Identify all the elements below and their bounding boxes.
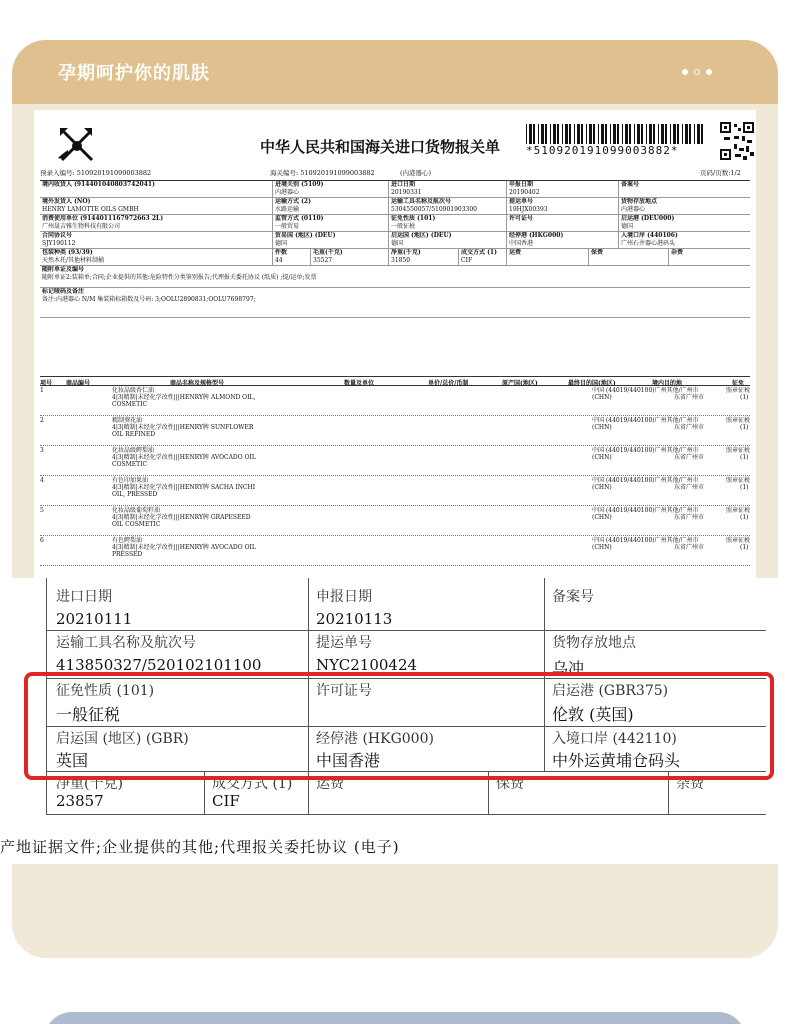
grid-cell: 监管方式 (0110) 一般贸易: [272, 215, 388, 232]
next-card: [44, 1012, 746, 1024]
barcode-bar: [682, 124, 683, 144]
barcode-bar: [637, 124, 640, 144]
field-label: 提运单号: [316, 635, 372, 651]
grid-cell: 经停港 (HKG000) 中国香港: [506, 232, 618, 249]
barcode-bar: [617, 124, 619, 144]
barcode-bar: [629, 124, 631, 144]
barcode-bar: [622, 124, 623, 144]
doc-header-line: [40, 168, 750, 178]
barcode-bar: [670, 124, 671, 144]
grid-cell: 进口日期 20190331: [388, 181, 506, 198]
grid-cell: 随附单证及编号 随附单证2:装箱单;合同;企业提供的其他:危险特性分类鉴别报告;代理报关委托协议 (纸质) ;提/运单;发票: [42, 266, 317, 281]
grid-row: [40, 288, 750, 318]
field-label: 运输工具名称及航次号: [56, 635, 196, 651]
grid-cell: 运费: [506, 249, 588, 266]
field-value: NYC2100424: [316, 656, 418, 674]
dot: [706, 69, 712, 75]
barcode-bar: [550, 124, 551, 144]
grid-cell: 运输工具名称及航次号 5304550057/510901903300: [388, 198, 506, 215]
grid-cell: 杂费: [668, 249, 750, 266]
barcode-bar: [697, 124, 700, 144]
barcode-bar: [601, 124, 604, 144]
field-label: 成交方式 (1): [212, 776, 293, 792]
field-label: 经停港 (HKG000): [316, 731, 434, 747]
field-label: 净重(千克): [56, 776, 123, 792]
grid-cell: 贸易国 (地区) (DEU) 德国: [272, 232, 388, 249]
grid-row: [40, 232, 750, 249]
goods-row: 1 化妆晶级杏仁油 4|3|精制|未经化学改性|||HENRY牌 ALMOND OIL, COSMETIC 中国 (44019/440100)广州其他/广州市 (CHN) 东省广州市 照章征税 (1): [40, 386, 750, 416]
barcode-bar: [574, 124, 575, 144]
grid-cell: 征免性质 (101) 一般征税: [388, 215, 506, 232]
grid-cell: 备案号: [618, 181, 750, 198]
customs-port: (内港器心): [400, 169, 432, 177]
grid-cell: 净重(千克) 31850: [388, 249, 458, 266]
field-label: 入境口岸 (442110): [552, 731, 677, 747]
barcode-bar: [610, 124, 611, 144]
card-title: 孕期呵护你的肌肤: [58, 63, 210, 84]
barcode-bar: [653, 124, 655, 144]
barcode-bar: [577, 124, 580, 144]
grid-cell: 件数 44: [272, 249, 310, 266]
grid-cell: 入境口岸 (440106) 广州石井器心港码头: [618, 232, 750, 249]
dot: [694, 69, 700, 75]
grid-cell: 进境关别 (5109) 内港器心: [272, 181, 388, 198]
field-label: 运费: [316, 776, 344, 792]
barcode-bar: [593, 124, 595, 144]
grid-row: [40, 266, 750, 288]
barcode-bar: [646, 124, 647, 144]
customs-declaration-image: [34, 110, 756, 620]
field-value: 一般征税: [56, 705, 121, 724]
barcode-bar: [565, 124, 568, 144]
goods-row: 6 有色鳄梨油 4|3|精制|未经化学改性|||HENRY牌 AVOCADO OIL PRESSED 中国 (44019/440100)广州其他/广州市 (CHN) 东省广州市 照章征税 (1): [40, 536, 750, 566]
field-value: 英国: [56, 751, 89, 770]
barcode-bar: [538, 124, 539, 144]
field-value: CIF: [212, 792, 240, 810]
barcode-bar: [634, 124, 635, 144]
barcode-bar: [689, 124, 691, 144]
field-value: 乌冲: [552, 659, 585, 678]
pagination-dots: [682, 69, 712, 75]
document-title: 中华人民共和国海关进口货物报关单: [260, 138, 501, 156]
goods-row: 3 化妆晶级鳄梨油 4|3|精制|未经化学改性|||HENRY牌 AVOCADO OIL COSMETIC 中国 (44019/440100)广州其他/广州市 (CHN) 东省广州市 照章征税 (1): [40, 446, 750, 476]
barcode-bar: [649, 124, 652, 144]
grid-cell: 提运单号 19HJX00393: [506, 198, 618, 215]
goods-row: 4 有色印加果油 4|3|精制|未经化学改性|||HENRY牌 SACHA INCHI OIL, PRESSED 中国 (44019/440100)广州其他/广州市 (CHN) 东省广州市 照章征税 (1): [40, 476, 750, 506]
barcode-bar: [665, 124, 667, 144]
barcode-bar: [605, 124, 607, 144]
card-header: [12, 40, 778, 104]
grid-cell: 境内收货人 (914401040803742041): [42, 181, 155, 188]
barcode-bar: [553, 124, 556, 144]
barcode-bar: [545, 124, 547, 144]
declaration-grid: [40, 180, 750, 318]
field-label: 许可证号: [316, 683, 372, 699]
grid-cell: 货物存放地点 内港器心: [618, 198, 750, 215]
grid-row: [40, 181, 750, 198]
field-label: 货物存放地点: [552, 635, 636, 651]
barcode-bar: [641, 124, 643, 144]
goods-row: 2 精制葵花油 4|3|精制|未经化学改性|||HENRY牌 SUNFLOWER OIL REFINED 中国 (44019/440100)广州其他/广州市 (CHN) 东省广州市 照章征税 (1): [40, 416, 750, 446]
field-label: 杂费: [676, 776, 704, 792]
grid-cell: 成交方式 (1) CIF: [458, 249, 506, 266]
customs-emblem-icon: [54, 124, 100, 166]
dot-active: [682, 69, 688, 75]
barcode-bar: [533, 124, 535, 144]
grid-cell: 申报日期 20190402: [506, 181, 618, 198]
grid-cell: 运输方式 (2) 水路运输: [272, 198, 388, 215]
grid-row: [40, 249, 750, 266]
barcode-bar: [661, 124, 664, 144]
field-value: 20210111: [56, 610, 133, 628]
field-label: 备案号: [552, 589, 594, 605]
barcode-bar: [694, 124, 695, 144]
grid-cell: 保费: [588, 249, 668, 266]
field-label: 申报日期: [316, 589, 372, 605]
barcode-bar: [589, 124, 592, 144]
barcode-bar: [677, 124, 679, 144]
grid-cell: 包装种类 (93/39) 天然木托/其他材料制桶: [42, 249, 105, 264]
barcode-bar: [581, 124, 583, 144]
barcode-bar: [598, 124, 599, 144]
grid-cell: 启运国 (地区) (DEU) 德国: [388, 232, 506, 249]
grid-cell: 许可证号: [506, 215, 618, 232]
qr-code-icon: [720, 122, 754, 160]
field-value: 413850327/520102101100: [56, 656, 262, 674]
grid-cell: 境外发货人 (NO) HENRY LAMOTTE OILS GMBH: [42, 198, 139, 213]
barcode-bar: [685, 124, 688, 144]
field-value: 20210113: [316, 610, 393, 628]
barcode-bar: [529, 124, 532, 144]
page-count: 页码/页数:1/2: [700, 169, 741, 177]
grid-cell: 标记唛码及备注 备注:内港器心 N/M 集装箱标箱数及号码: 3;OOLU2890831;OOLU7698797;: [42, 288, 256, 303]
goods-table: [40, 376, 750, 566]
goods-header: 项号 商品编号 商品名称及规格型号 数量及单位 单价/总价/币制 原产国(地区) 最终目的国(地区) 境内目的地 征免: [40, 376, 750, 386]
field-value: 中外运黄埔仓码头: [552, 751, 681, 770]
field-label: 进口日期: [56, 589, 112, 605]
barcode-bar: [701, 124, 703, 144]
field-value: 中国香港: [316, 751, 381, 770]
field-label: 保费: [496, 776, 524, 792]
pre-entry-number: 预录入编号: 510920191099003882: [40, 169, 152, 177]
grid-cell: 启运港 (DEU000) 德国: [618, 215, 750, 232]
grid-cell: 消费使用单位 (9144011167972663 2L) 广州晟吉雅生物科技有限公司: [42, 215, 164, 230]
field-label: 征免性质 (101): [56, 683, 155, 699]
zoomed-document-detail: [0, 578, 790, 864]
goods-row: 5 化妆晶级葡萄籽油 4|3|精制|未经化学改性|||HENRY牌 GRAPESEED OIL COSMETIC 中国 (44019/440100)广州其他/广州市 (CHN) 东省广州市 照章征税 (1): [40, 506, 750, 536]
customs-number: 海关编号: 510920191099003882: [270, 169, 375, 177]
documents-note: 产地证据文件;企业提供的其他;代理报关委托协议 (电子): [0, 838, 400, 856]
field-value: 伦敦 (英国): [552, 705, 634, 724]
grid-row: [40, 215, 750, 232]
barcode-bar: [625, 124, 628, 144]
field-label: 启运国 (地区) (GBR): [56, 731, 189, 747]
field-value: 23857: [56, 792, 104, 810]
barcode-bar: [562, 124, 563, 144]
barcode-bar: [569, 124, 571, 144]
divider: [46, 814, 766, 815]
barcode-number: *510920191099003882*: [526, 144, 679, 157]
barcode-bar: [586, 124, 587, 144]
divider: [46, 630, 766, 631]
grid-cell: 毛重(千克) 35527: [310, 249, 388, 266]
barcode-bar: [557, 124, 559, 144]
grid-row: [40, 198, 750, 215]
barcode-bar: [526, 124, 527, 144]
barcode: [526, 124, 706, 144]
barcode-bar: [613, 124, 616, 144]
barcode-bar: [658, 124, 659, 144]
highlight-box: [24, 672, 774, 780]
grid-cell: 合同协议号 SJY190112: [42, 232, 76, 247]
barcode-bar: [673, 124, 676, 144]
barcode-bar: [541, 124, 544, 144]
field-label: 启运港 (GBR375): [552, 683, 669, 699]
